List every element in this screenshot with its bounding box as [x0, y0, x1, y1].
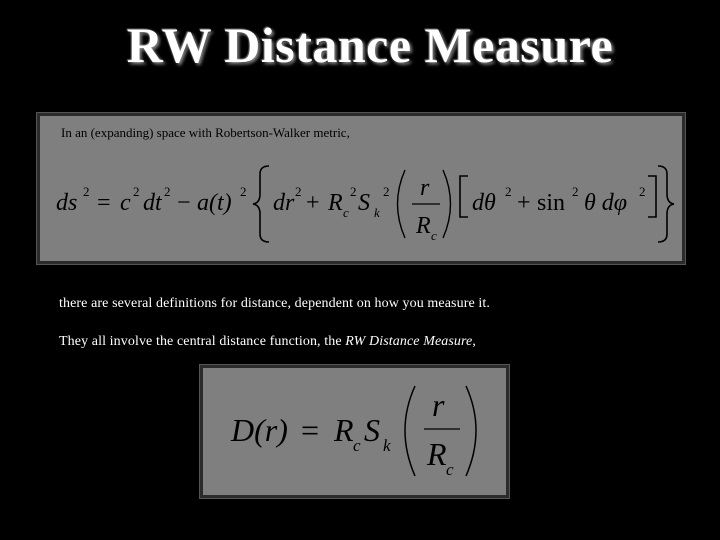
paragraph-rw-measure: [59, 334, 476, 350]
eq-exp-6: 2: [350, 184, 357, 199]
eq-plus-2: +: [517, 190, 531, 216]
eq-Rc: R: [328, 190, 343, 216]
deq-num: r: [432, 387, 445, 423]
deq-equals: =: [301, 412, 320, 448]
deq-S: S: [364, 412, 380, 448]
eq-exp-4: 2: [240, 184, 247, 199]
paragraph-distance-definitions: there are several definitions for distance, dependent on how you measure it.: [59, 296, 490, 311]
left-paren: [398, 170, 406, 238]
deq-R: R: [334, 412, 354, 448]
deq-left-paren: [405, 386, 415, 476]
eq-c: c: [120, 190, 131, 216]
deq-den: R: [427, 436, 447, 472]
deq-right-paren: [466, 386, 476, 476]
intro-text: In an (expanding) space with Robertson-Walker metric,: [61, 125, 350, 140]
deq-sub-k: k: [383, 436, 391, 455]
slide-title: RW Distance Measure: [126, 17, 614, 73]
eq-exp-8: 2: [505, 184, 512, 199]
eq-minus: −: [177, 190, 191, 216]
eq-exp-5: 2: [295, 184, 302, 199]
para2-prefix: They all involve the central distance function, the: [59, 334, 346, 349]
eq-frac-den: R: [416, 213, 431, 239]
rw-distance-equation: [203, 368, 506, 495]
left-bracket: [460, 176, 468, 217]
deq-lhs: D(r): [231, 412, 288, 448]
distance-equation-box: [200, 365, 509, 498]
eq-sub-c-1: c: [343, 205, 349, 220]
eq-exp-2: 2: [133, 184, 140, 199]
metric-equation-box: [37, 113, 685, 264]
para2-emphasis: RW Distance Measure: [345, 334, 473, 349]
eq-theta-dphi: θ dφ: [584, 190, 628, 216]
eq-a-of-t: a(t): [197, 190, 232, 216]
para2-suffix: ,: [472, 334, 476, 349]
eq-equals: =: [97, 190, 111, 216]
eq-exp-7: 2: [383, 184, 390, 199]
eq-sub-k: k: [374, 205, 380, 220]
eq-exp-9: 2: [572, 184, 579, 199]
right-brace: [658, 166, 674, 242]
eq-exp-1: 2: [83, 184, 90, 199]
robertson-walker-metric-equation: [40, 116, 682, 261]
deq-den-sub: c: [446, 460, 454, 479]
right-bracket: [648, 176, 656, 217]
eq-sin: sin: [537, 190, 566, 216]
right-paren: [443, 170, 451, 238]
eq-frac-num: r: [420, 175, 430, 201]
eq-ds: ds: [56, 190, 78, 216]
left-brace: [253, 166, 269, 242]
eq-dt: dt: [143, 190, 162, 216]
eq-exp-10: 2: [639, 184, 646, 199]
eq-dtheta: dθ: [472, 190, 496, 216]
eq-dr: dr: [273, 190, 295, 216]
eq-plus-1: +: [306, 190, 320, 216]
eq-exp-3: 2: [164, 184, 171, 199]
eq-sub-c-2: c: [431, 228, 437, 243]
eq-Sk: S: [358, 190, 370, 216]
deq-sub-c: c: [353, 436, 361, 455]
